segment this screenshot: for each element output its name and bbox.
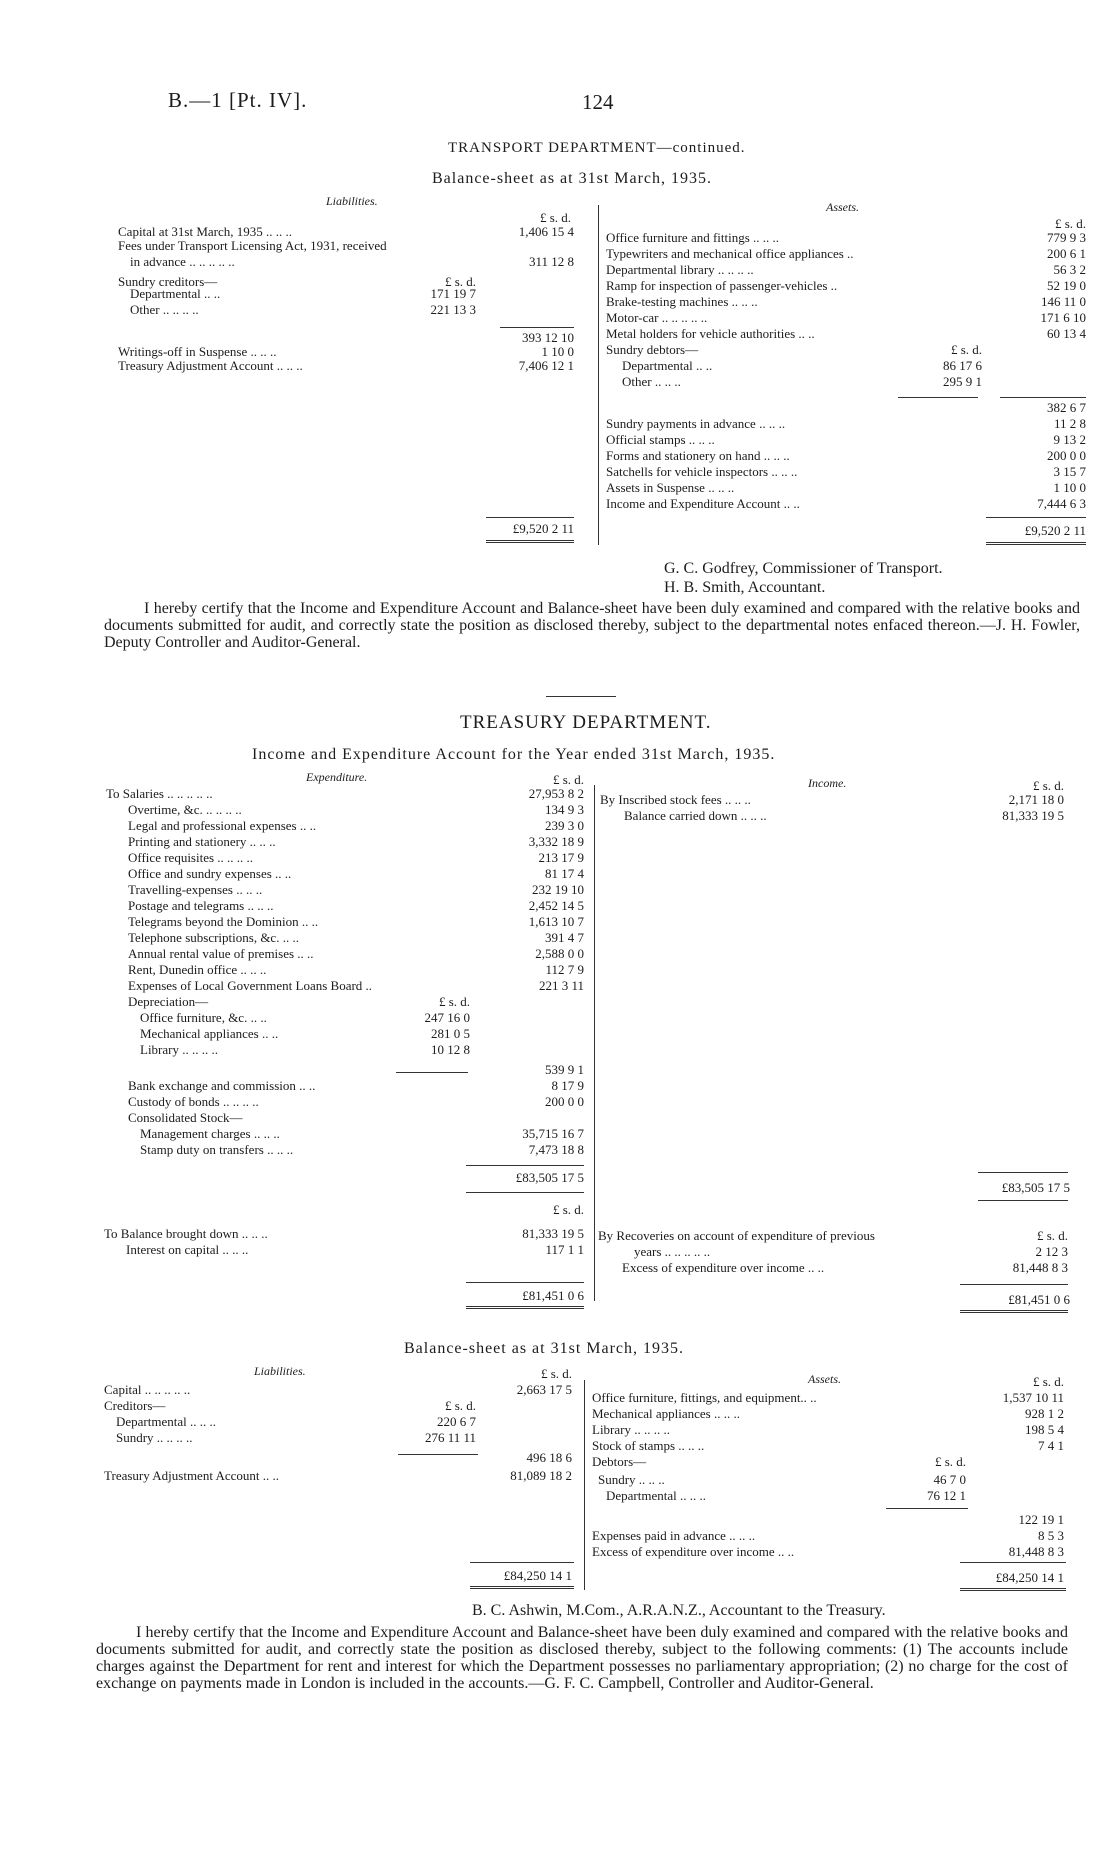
line-item-amount: 391 4 7	[545, 930, 584, 945]
line-item-label: Capital .. .. .. .. ..	[104, 1382, 191, 1397]
treasury-exp2-col-head: £ s. d.	[552, 1202, 584, 1217]
line-item-label: Custody of bonds .. .. .. ..	[128, 1094, 259, 1109]
treasury-bs-liab-total: £84,250 14 1	[503, 1568, 572, 1583]
rule	[886, 1508, 968, 1509]
line-item-label: years .. .. .. .. ..	[634, 1244, 711, 1259]
line-item-amount: 8 17 9	[551, 1078, 584, 1093]
line-item-amount: 1,613 10 7	[528, 914, 584, 929]
line-item-label: Departmental library .. .. .. ..	[606, 262, 754, 277]
rule	[396, 1072, 468, 1073]
line-item-label: Capital at 31st March, 1935 .. .. ..	[118, 224, 293, 239]
line-item-label: Office requisites .. .. .. ..	[128, 850, 254, 865]
treasury-title: TREASURY DEPARTMENT.	[460, 712, 712, 733]
transport-title: TRANSPORT DEPARTMENT—continued.	[448, 140, 746, 156]
line-item-subamount: 10 12 8	[431, 1042, 470, 1057]
line-item-label: Interest on capital .. .. ..	[126, 1242, 249, 1257]
rule	[500, 327, 574, 328]
rule	[960, 1284, 1068, 1285]
line-item-subamount: 221 13 3	[430, 302, 476, 317]
line-item-label: Stamp duty on transfers .. .. ..	[140, 1142, 294, 1157]
line-item-amount: 9 13 2	[1053, 432, 1086, 447]
line-item-subamount: 295 9 1	[943, 374, 982, 389]
line-item-label: Typewriters and mechanical office appliances ..	[606, 246, 854, 261]
line-item-label: Satchells for vehicle inspectors .. .. ..	[606, 464, 798, 479]
rule	[978, 1172, 1068, 1173]
line-item-amount: 81,448 8 3	[1012, 1260, 1068, 1275]
line-item-subamount: 46 7 0	[933, 1472, 966, 1487]
line-item-amount: 11 2 8	[1053, 416, 1086, 431]
line-item-label: Sundry debtors—	[606, 342, 699, 357]
line-item-amount: 200 0 0	[545, 1094, 584, 1109]
line-item-amount: 928 1 2	[1025, 1406, 1064, 1421]
line-item-label: Assets in Suspense .. .. ..	[606, 480, 735, 495]
line-item-amount: 2,588 0 0	[535, 946, 584, 961]
line-item-label: Fees under Transport Licensing Act, 1931, received	[118, 238, 387, 253]
line-item-subamount: £ s. d.	[438, 994, 470, 1009]
line-item-amount: 382 6 7	[1047, 400, 1086, 415]
line-item-label: Forms and stationery on hand .. .. ..	[606, 448, 790, 463]
line-item-amount: 2,663 17 5	[516, 1382, 572, 1397]
rule	[960, 1310, 1068, 1313]
line-item-amount: 496 18 6	[526, 1450, 572, 1465]
treasury-exp-col-head: £ s. d.	[552, 772, 584, 787]
line-item-label: Departmental .. .. ..	[116, 1414, 216, 1429]
line-item-label: Writings-off in Suspense .. .. ..	[118, 344, 277, 359]
line-item-label: Library .. .. .. ..	[592, 1422, 670, 1437]
line-item-label: Income and Expenditure Account .. ..	[606, 496, 800, 511]
line-item-label: By Inscribed stock fees .. .. ..	[600, 792, 751, 807]
line-item-amount: 122 19 1	[1018, 1512, 1064, 1527]
treasury-ie-title: Income and Expenditure Account for the Year ended 31st March, 1935.	[252, 746, 776, 763]
line-item-label: Overtime, &c. .. .. .. ..	[128, 802, 242, 817]
transport-signature-2: H. B. Smith, Accountant.	[664, 579, 826, 596]
line-item-amount: 2,171 18 0	[1008, 792, 1064, 807]
line-item-amount: 81,333 19 5	[1002, 808, 1064, 823]
line-item-amount: 7,406 12 1	[518, 358, 574, 373]
line-item-label: in advance .. .. .. .. ..	[130, 254, 235, 269]
line-item-amount: 171 6 10	[1040, 310, 1086, 325]
line-item-label: Office furniture and fittings .. .. ..	[606, 230, 780, 245]
line-item-label: Metal holders for vehicle authorities .. ..	[606, 326, 815, 341]
rule	[486, 540, 574, 543]
treasury-exp-label: Expenditure.	[306, 770, 368, 784]
line-item-subamount: 171 19 7	[430, 286, 476, 301]
line-item-amount: 1,537 10 11	[1002, 1390, 1064, 1405]
treasury-ie-divider	[594, 785, 595, 1301]
line-item-amount: 232 19 10	[532, 882, 584, 897]
treasury-bs-title: Balance-sheet as at 31st March, 1935.	[404, 1340, 685, 1357]
line-item-amount: 539 9 1	[545, 1062, 584, 1077]
line-item-label: Sundry .. .. .. ..	[116, 1430, 193, 1445]
line-item-amount: 60 13 4	[1047, 326, 1086, 341]
line-item-label: Printing and stationery .. .. ..	[128, 834, 276, 849]
transport-liab-label: Liabilities.	[326, 194, 378, 208]
line-item-subamount: 281 0 5	[431, 1026, 470, 1041]
line-item-label: Library .. .. .. ..	[140, 1042, 218, 1057]
treasury-bs-assets-label: Assets.	[808, 1372, 841, 1386]
line-item-label: Expenses of Local Government Loans Board ..	[128, 978, 373, 993]
line-item-label: Treasury Adjustment Account .. .. ..	[118, 358, 303, 373]
line-item-amount: 3,332 18 9	[528, 834, 584, 849]
treasury-signature: B. C. Ashwin, M.Com., A.R.A.N.Z., Accountant to the Treasury.	[472, 1602, 886, 1619]
treasury-exp2-total: £81,451 0 6	[522, 1288, 584, 1303]
line-item-label: Other .. .. ..	[622, 374, 681, 389]
line-item-label: Sundry creditors—	[118, 274, 218, 289]
line-item-label: Expenses paid in advance .. .. ..	[592, 1528, 756, 1543]
line-item-amount: 117 1 1	[545, 1242, 584, 1257]
line-item-label: Consolidated Stock—	[128, 1110, 243, 1125]
line-item-subamount: 247 16 0	[424, 1010, 470, 1025]
treasury-inc-label: Income.	[808, 776, 847, 790]
rule	[898, 397, 978, 398]
line-item-label: Travelling-expenses .. .. ..	[128, 882, 263, 897]
line-item-label: Bank exchange and commission .. ..	[128, 1078, 316, 1093]
line-item-amount: 35,715 16 7	[522, 1126, 584, 1141]
line-item-amount: 1 10 0	[1053, 480, 1086, 495]
line-item-label: To Balance brought down .. .. ..	[104, 1226, 268, 1241]
line-item-amount: 112 7 9	[545, 962, 584, 977]
line-item-label: Departmental .. ..	[622, 358, 713, 373]
line-item-label: By Recoveries on account of expenditure of previous	[598, 1228, 875, 1243]
line-item-amount: 81,448 8 3	[1008, 1544, 1064, 1559]
line-item-label: Telegrams beyond the Dominion .. ..	[128, 914, 319, 929]
transport-assets-label: Assets.	[826, 200, 859, 214]
line-item-label: Mechanical appliances .. .. ..	[592, 1406, 740, 1421]
line-item-amount: 81,333 19 5	[522, 1226, 584, 1241]
rule	[466, 1306, 584, 1309]
line-item-label: Motor-car .. .. .. .. ..	[606, 310, 708, 325]
rule	[466, 1192, 584, 1193]
treasury-bs-assets-col-head: £ s. d.	[1032, 1374, 1064, 1389]
rule	[466, 1165, 584, 1166]
treasury-bs-liab-label: Liabilities.	[254, 1364, 306, 1378]
transport-creditors-sub-head: £ s. d.	[444, 274, 476, 289]
line-item-amount: 221 3 11	[538, 978, 584, 993]
page-number: 124	[582, 90, 614, 114]
rule	[398, 1454, 478, 1455]
page-reference: B.—1 [Pt. IV].	[168, 88, 308, 112]
rule	[486, 517, 574, 518]
line-item-amount: 239 3 0	[545, 818, 584, 833]
rule	[986, 542, 1086, 545]
line-item-label: Rent, Dunedin office .. .. ..	[128, 962, 267, 977]
treasury-bs-liab-col-head: £ s. d.	[540, 1366, 572, 1381]
line-item-subamount: 76 12 1	[927, 1488, 966, 1503]
line-item-label: Office furniture, &c. .. ..	[140, 1010, 267, 1025]
line-item-label: Departmental .. ..	[130, 286, 221, 301]
rule	[470, 1562, 574, 1563]
treasury-bs-divider	[584, 1380, 585, 1590]
line-item-label: Excess of expenditure over income .. ..	[622, 1260, 825, 1275]
line-item-label: Management charges .. .. ..	[140, 1126, 280, 1141]
line-item-label: Stock of stamps .. .. ..	[592, 1438, 705, 1453]
line-item-label: Postage and telegrams .. .. ..	[128, 898, 274, 913]
line-item-amount: 200 6 1	[1047, 246, 1086, 261]
line-item-amount: 81 17 4	[545, 866, 584, 881]
rule	[466, 1282, 584, 1283]
line-item-amount: 27,953 8 2	[528, 786, 584, 801]
line-item-amount: 1,406 15 4	[518, 224, 574, 239]
section-divider	[546, 696, 616, 697]
transport-certificate: I hereby certify that the Income and Expenditure Account and Balance-sheet have been duly examined and compared with the relative books and documents submitted for audit, and correctly state the position as disclosed thereby, subject to the departmental notes enfaced thereon.—J. H. Fowler, Deputy Controller and Auditor-General.	[104, 600, 1080, 651]
line-item-label: Other .. .. .. ..	[130, 302, 199, 317]
line-item-amount: 52 19 0	[1047, 278, 1086, 293]
treasury-certificate: I hereby certify that the Income and Expenditure Account and Balance-sheet have been duly examined and compared with the relative books and documents submitted for audit, and correctly state the position as disclosed thereby, subject to the following comments: (1) The accounts include charges against the Department for rent and interest for which the Department possesses no parliamentary appropriation; (2) no charge for the cost of exchange on payments made in London is included in the accounts.—G. F. C. Campbell, Controller and Auditor-General.	[96, 1624, 1068, 1692]
treasury-inc2-col-head: £ s. d.	[1036, 1228, 1068, 1243]
line-item-subamount: £ s. d.	[934, 1454, 966, 1469]
transport-signature-1: G. C. Godfrey, Commissioner of Transport.	[664, 560, 943, 577]
line-item-amount: 779 9 3	[1047, 230, 1086, 245]
line-item-amount: 311 12 8	[528, 254, 574, 269]
line-item-label: Ramp for inspection of passenger-vehicles ..	[606, 278, 838, 293]
line-item-label: Telephone subscriptions, &c. .. ..	[128, 930, 299, 945]
transport-liab-col-head: £ s. d.	[539, 210, 571, 225]
rule	[470, 1586, 574, 1589]
line-item-amount: 56 3 2	[1053, 262, 1086, 277]
line-item-amount: 81,089 18 2	[510, 1468, 572, 1483]
line-item-subamount: £ s. d.	[950, 342, 982, 357]
line-item-amount: 2 12 3	[1035, 1244, 1068, 1259]
line-item-subamount: 86 17 6	[943, 358, 982, 373]
line-item-amount: 7,473 18 8	[528, 1142, 584, 1157]
rule	[978, 1200, 1068, 1201]
treasury-inc-total: £83,505 17 5	[1001, 1180, 1070, 1195]
line-item-label: Annual rental value of premises .. ..	[128, 946, 314, 961]
treasury-inc-col-head: £ s. d.	[1032, 778, 1064, 793]
line-item-amount: 146 11 0	[1040, 294, 1086, 309]
line-item-label: Excess of expenditure over income .. ..	[592, 1544, 795, 1559]
line-item-amount: 200 0 0	[1047, 448, 1086, 463]
line-item-label: Balance carried down .. .. ..	[624, 808, 767, 823]
line-item-amount: 393 12 10	[522, 330, 574, 345]
transport-assets-total: £9,520 2 11	[1024, 523, 1086, 538]
line-item-amount: 134 9 3	[545, 802, 584, 817]
line-item-label: Office furniture, fittings, and equipment.. ..	[592, 1390, 817, 1405]
line-item-subamount: 220 6 7	[437, 1414, 476, 1429]
line-item-label: Office and sundry expenses .. ..	[128, 866, 292, 881]
transport-divider	[598, 205, 599, 545]
line-item-label: Creditors—	[104, 1398, 166, 1413]
transport-liab-total: £9,520 2 11	[512, 521, 574, 536]
line-item-label: Sundry payments in advance .. .. ..	[606, 416, 786, 431]
rule	[960, 1562, 1066, 1563]
line-item-label: To Salaries .. .. .. .. ..	[106, 786, 213, 801]
rule	[986, 517, 1086, 518]
transport-assets-col-head: £ s. d.	[1054, 216, 1086, 231]
line-item-label: Departmental .. .. ..	[606, 1488, 706, 1503]
line-item-amount: 1 10 0	[541, 344, 574, 359]
line-item-label: Sundry .. .. ..	[598, 1472, 665, 1487]
transport-balance-title: Balance-sheet as at 31st March, 1935.	[432, 170, 713, 187]
line-item-amount: 7 4 1	[1038, 1438, 1064, 1453]
line-item-amount: 8 5 3	[1038, 1528, 1064, 1543]
line-item-label: Brake-testing machines .. .. ..	[606, 294, 758, 309]
treasury-exp-total: £83,505 17 5	[515, 1170, 584, 1185]
line-item-label: Treasury Adjustment Account .. ..	[104, 1468, 280, 1483]
line-item-amount: 3 15 7	[1053, 464, 1086, 479]
line-item-label: Debtors—	[592, 1454, 647, 1469]
line-item-amount: 2,452 14 5	[528, 898, 584, 913]
treasury-bs-assets-total: £84,250 14 1	[995, 1570, 1064, 1585]
treasury-inc2-total: £81,451 0 6	[1008, 1292, 1070, 1307]
rule	[960, 1588, 1066, 1591]
line-item-label: Official stamps .. .. ..	[606, 432, 715, 447]
line-item-subamount: £ s. d.	[444, 1398, 476, 1413]
line-item-amount: 213 17 9	[538, 850, 584, 865]
line-item-label: Legal and professional expenses .. ..	[128, 818, 317, 833]
rule	[1000, 397, 1086, 398]
line-item-amount: 7,444 6 3	[1037, 496, 1086, 511]
line-item-amount: 198 5 4	[1025, 1422, 1064, 1437]
line-item-label: Mechanical appliances .. ..	[140, 1026, 279, 1041]
line-item-subamount: 276 11 11	[424, 1430, 476, 1445]
line-item-label: Depreciation—	[128, 994, 209, 1009]
